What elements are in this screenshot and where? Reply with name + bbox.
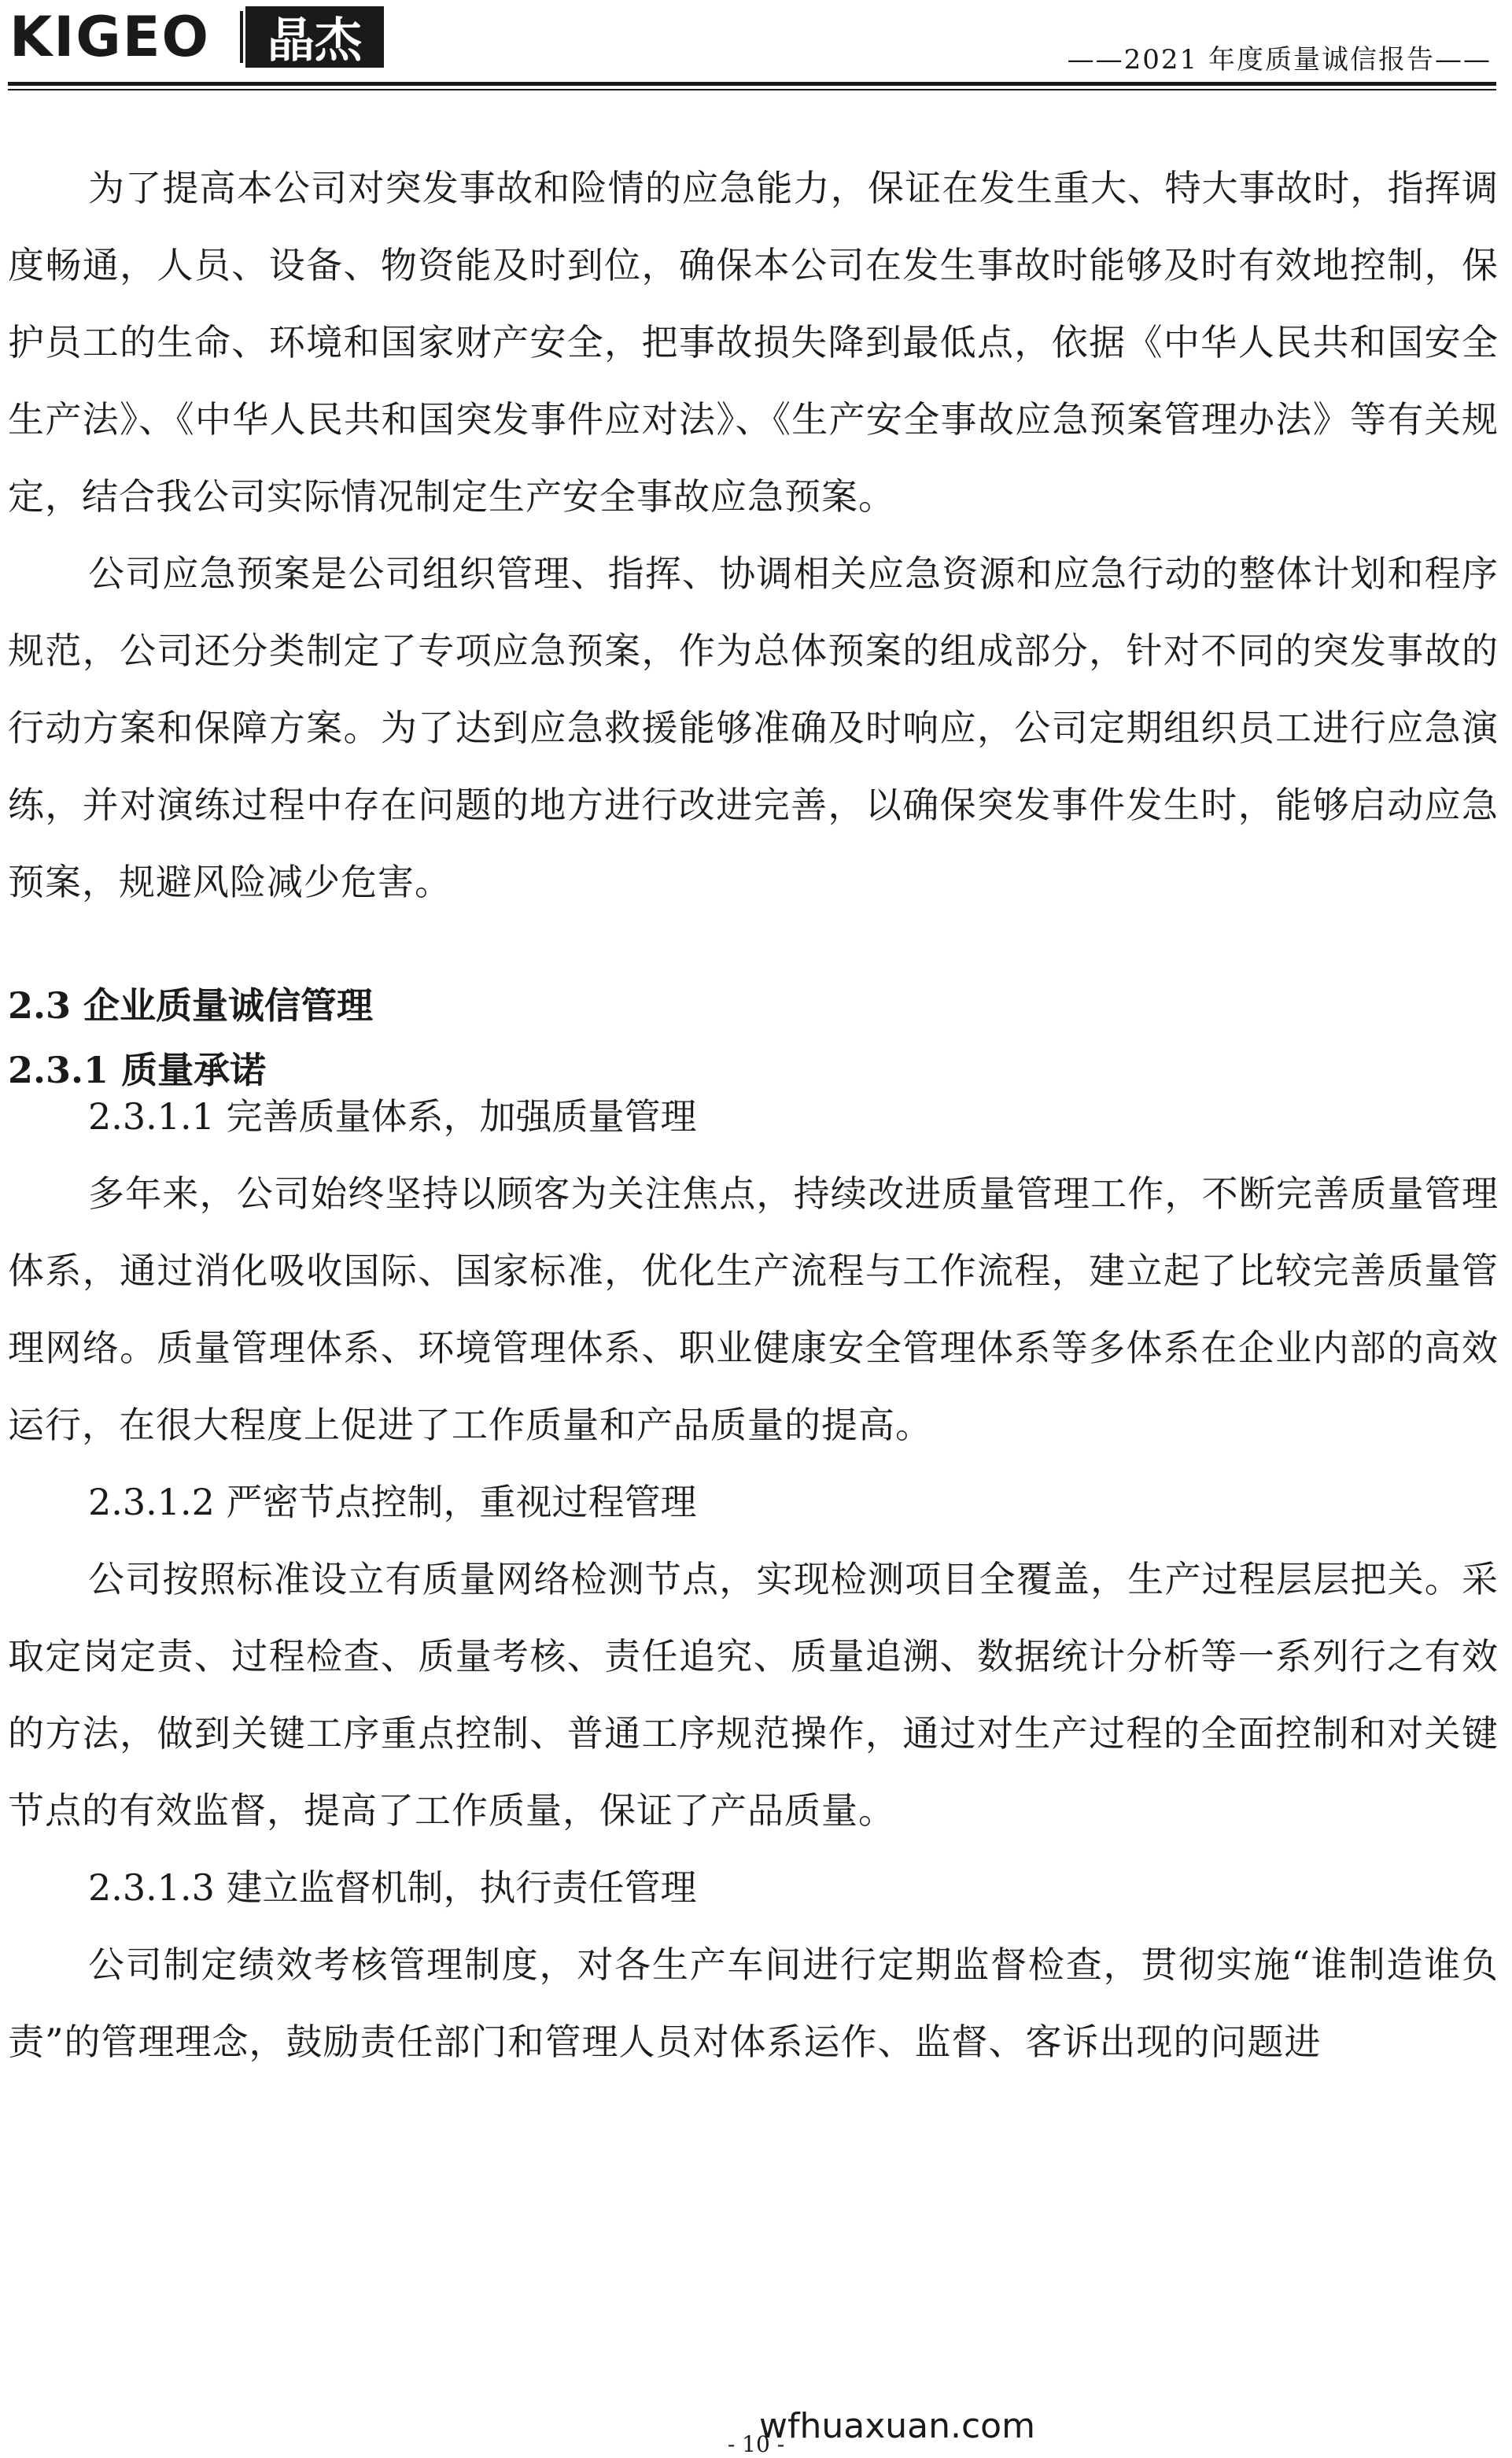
watermark-text: wfhuaxuan.com — [759, 2406, 1035, 2446]
logo-latin-text: KIGEO — [9, 6, 238, 68]
paragraph-emergency-plan-details: 公司应急预案是公司组织管理、指挥、协调相关应急资源和应急行动的整体计划和程序规范，公司还分类制定了专项应急预案，作为总体预案的组成部分，针对不同的突发事故的行动方案和保障方案。为了达到应急救援能够准确及时响应，公司定期组织员工进行应急演练，并对演练过程中存在问题的地方进行改进完善，以确保突发事件发生时，能够启动应急预案，规避风险减少危害。 — [8, 552, 1499, 903]
header-rule-thick — [8, 82, 1496, 86]
paragraph-quality-system: 多年来，公司始终坚持以顾客为关注焦点，持续改进质量管理工作，不断完善质量管理体系，通过消化吸收国际、国家标准，优化生产流程与工作流程，建立起了比较完善质量管理网络。质量管理体系、环境管理体系、职业健康安全管理体系等多体系在企业内部的高效运行，在很大程度上促进了工作质量和产品质量的提高。 — [8, 1172, 1499, 1446]
logo-cn-text: 晶杰 — [245, 6, 384, 68]
header-rule-thin — [8, 89, 1496, 90]
document-body — [8, 149, 1499, 2080]
subsection-heading-2-3-1-1: 2.3.1.1 完善质量体系，加强质量管理 — [88, 1095, 697, 1138]
paragraph-process-control: 公司按照标准设立有质量网络检测节点，实现检测项目全覆盖，生产过程层层把关。采取定岗定责、过程检查、质量考核、责任追究、质量追溯、数据统计分析等一系列行之有效的方法，做到关键工序重点控制、普通工序规范操作，通过对生产过程的全面控制和对关键节点的有效监督，提高了工作质量，保证了产品质量。 — [8, 1558, 1499, 1832]
section-spacer — [8, 921, 1499, 982]
section-heading-2-3: 2.3 企业质量诚信管理 — [8, 984, 374, 1027]
section-heading-2-3-1: 2.3.1 质量承诺 — [8, 1049, 267, 1091]
company-logo — [9, 6, 384, 68]
paragraph-supervision: 公司制定绩效考核管理制度，对各生产车间进行定期监督检查，贯彻实施“谁制造谁负责”的管理理念，鼓励责任部门和管理人员对体系运作、监督、客诉出现的问题进 — [8, 1943, 1499, 2063]
subsection-heading-2-3-1-3: 2.3.1.3 建立监督机制，执行责任管理 — [88, 1866, 697, 1909]
page-header — [0, 0, 1512, 94]
section-spacer — [8, 1029, 1499, 1046]
subsection-heading-2-3-1-2: 2.3.1.2 严密节点控制，重视过程管理 — [88, 1481, 697, 1523]
logo-divider — [238, 6, 245, 68]
paragraph-emergency-plan-intro: 为了提高本公司对突发事故和险情的应急能力，保证在发生重大、特大事故时，指挥调度畅通，人员、设备、物资能及时到位，确保本公司在发生事故时能够及时有效地控制，保护员工的生命、环境和国家财产安全，把事故损失降到最低点，依据《中华人民共和国安全生产法》、《中华人民共和国突发事件应对法》、《生产安全事故应急预案管理办法》等有关规定，结合我公司实际情况制定生产安全事故应急预案。 — [8, 167, 1499, 518]
report-title: ——2021 年度质量诚信报告—— — [1067, 44, 1492, 76]
page-number: - 10 - — [727, 2431, 785, 2457]
